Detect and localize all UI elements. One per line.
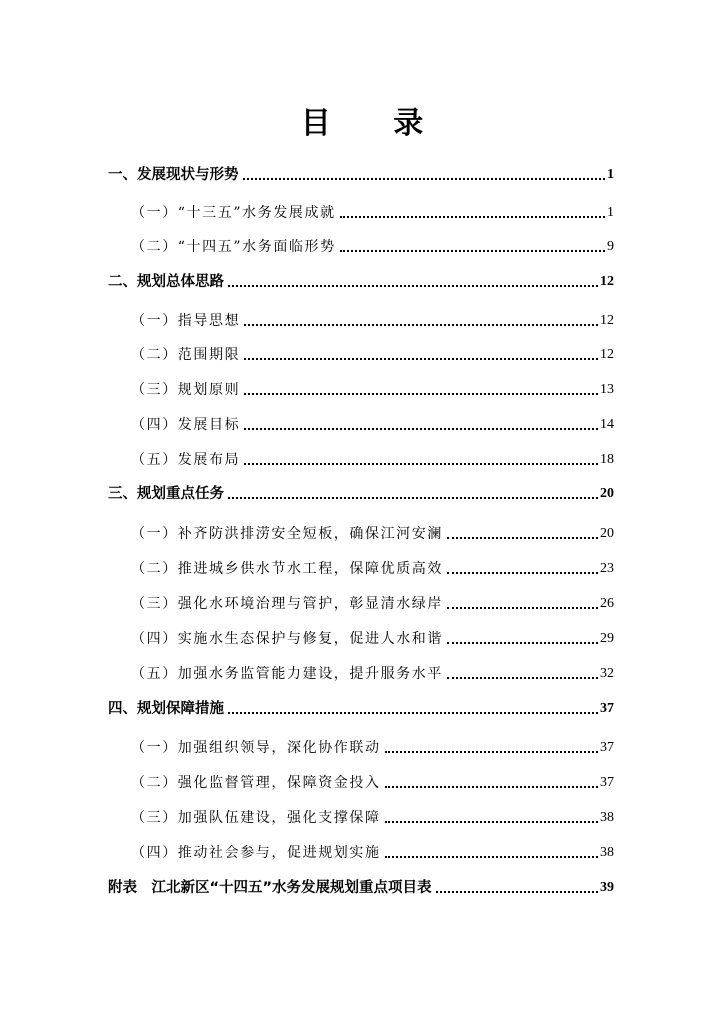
toc-dot-leader xyxy=(385,856,598,858)
toc-chapter-entry[interactable] xyxy=(108,163,614,185)
toc-page-number: 20 xyxy=(600,486,614,501)
toc-section-entry[interactable] xyxy=(131,201,614,223)
toc-entry-title: （一）指导思想 xyxy=(131,313,241,329)
toc-page-number: 26 xyxy=(600,596,614,611)
toc-section-entry[interactable] xyxy=(131,592,614,614)
toc-dot-leader xyxy=(244,463,598,465)
toc-section-entry[interactable] xyxy=(131,627,614,649)
toc-section-entry[interactable] xyxy=(131,557,614,579)
toc-entry-title: （二）“十四五”水务面临形势 xyxy=(131,239,336,255)
toc-dot-leader xyxy=(244,393,598,395)
toc-entry-title: （二）范围期限 xyxy=(131,347,241,363)
toc-entry-title: （二）强化监督管理，保障资金投入 xyxy=(131,775,381,791)
toc-page-number: 1 xyxy=(607,205,614,220)
toc-section-entry[interactable] xyxy=(131,806,614,828)
toc-entry-title: （二）推进城乡供水节水工程，保障优质高效 xyxy=(131,561,443,577)
toc-page-number: 37 xyxy=(600,740,614,755)
toc-page-number: 38 xyxy=(600,845,614,860)
toc-entry-title: （一）“十三五”水务发展成就 xyxy=(131,205,336,221)
toc-entry-title: 三、规划重点任务 xyxy=(108,486,224,502)
toc-page-number: 1 xyxy=(607,167,614,182)
toc-page-number: 23 xyxy=(600,561,614,576)
toc-section-entry[interactable] xyxy=(131,736,614,758)
toc-entry-title: 二、规划总体思路 xyxy=(108,274,224,290)
toc-dot-leader xyxy=(228,285,598,287)
toc-dot-leader xyxy=(385,751,598,753)
toc-entry-title: （一）补齐防洪排涝安全短板，确保江河安澜 xyxy=(131,526,443,542)
toc-section-entry[interactable] xyxy=(131,413,614,435)
toc-page-number: 20 xyxy=(600,526,614,541)
toc-entry-title: （四）发展目标 xyxy=(131,417,241,433)
toc-dot-leader xyxy=(385,786,598,788)
toc-section-entry[interactable] xyxy=(131,235,614,257)
toc-page-number: 18 xyxy=(600,452,614,467)
toc-dot-leader xyxy=(447,642,598,644)
toc-dot-leader xyxy=(244,324,598,326)
toc-entry-title: （三）规划原则 xyxy=(131,382,241,398)
toc-chapter-entry[interactable] xyxy=(108,876,614,898)
toc-entry-title: （五）发展布局 xyxy=(131,452,241,468)
toc-entry-title: （三）加强队伍建设，强化支撑保障 xyxy=(131,810,381,826)
toc-page-number: 12 xyxy=(600,274,614,289)
toc-entry-title: （一）加强组织领导，深化协作联动 xyxy=(131,740,381,756)
toc-dot-leader xyxy=(228,712,598,714)
toc-page-number: 38 xyxy=(600,810,614,825)
toc-page-number: 37 xyxy=(600,775,614,790)
toc-chapter-entry[interactable] xyxy=(108,270,614,292)
page-title: 目 录 xyxy=(300,106,450,141)
toc-chapter-entry[interactable] xyxy=(108,697,614,719)
toc-dot-leader xyxy=(447,572,598,574)
toc-dot-leader xyxy=(447,677,598,679)
toc-dot-leader xyxy=(340,250,605,252)
toc-dot-leader xyxy=(447,537,598,539)
toc-page-number: 37 xyxy=(600,701,614,716)
toc-entry-title: 四、规划保障措施 xyxy=(108,701,224,717)
toc-dot-leader xyxy=(228,497,598,499)
toc-section-entry[interactable] xyxy=(131,378,614,400)
toc-section-entry[interactable] xyxy=(131,448,614,470)
toc-section-entry[interactable] xyxy=(131,343,614,365)
toc-dot-leader xyxy=(243,178,606,180)
toc-entry-title: （三）强化水环境治理与管护，彰显清水绿岸 xyxy=(131,596,443,612)
toc-page-number: 29 xyxy=(600,631,614,646)
toc-section-entry[interactable] xyxy=(131,309,614,331)
toc-section-entry[interactable] xyxy=(131,841,614,863)
toc-entry-title: 一、发展现状与形势 xyxy=(108,167,239,183)
toc-dot-leader xyxy=(436,891,598,893)
toc-dot-leader xyxy=(385,821,598,823)
toc-page-number: 32 xyxy=(600,666,614,681)
toc-entry-title: （五）加强水务监管能力建设，提升服务水平 xyxy=(131,666,443,682)
toc-section-entry[interactable] xyxy=(131,771,614,793)
toc-chapter-entry[interactable] xyxy=(108,482,614,504)
toc-page-number: 9 xyxy=(607,239,614,254)
toc-entry-title: （四）实施水生态保护与修复，促进人水和谐 xyxy=(131,631,443,647)
toc-section-entry[interactable] xyxy=(131,522,614,544)
toc-dot-leader xyxy=(244,358,598,360)
toc-entry-title: 附表 江北新区“十四五”水务发展规划重点项目表 xyxy=(108,880,432,896)
toc-page-number: 14 xyxy=(600,417,614,432)
toc-page-number: 13 xyxy=(600,382,614,397)
toc-dot-leader xyxy=(244,428,598,430)
toc-page-number: 12 xyxy=(600,347,614,362)
toc-page-number: 39 xyxy=(600,880,614,895)
toc-section-entry[interactable] xyxy=(131,662,614,684)
toc-entry-title: （四）推动社会参与，促进规划实施 xyxy=(131,845,381,861)
toc-page-number: 12 xyxy=(600,313,614,328)
toc-dot-leader xyxy=(340,216,605,218)
toc-dot-leader xyxy=(447,607,598,609)
